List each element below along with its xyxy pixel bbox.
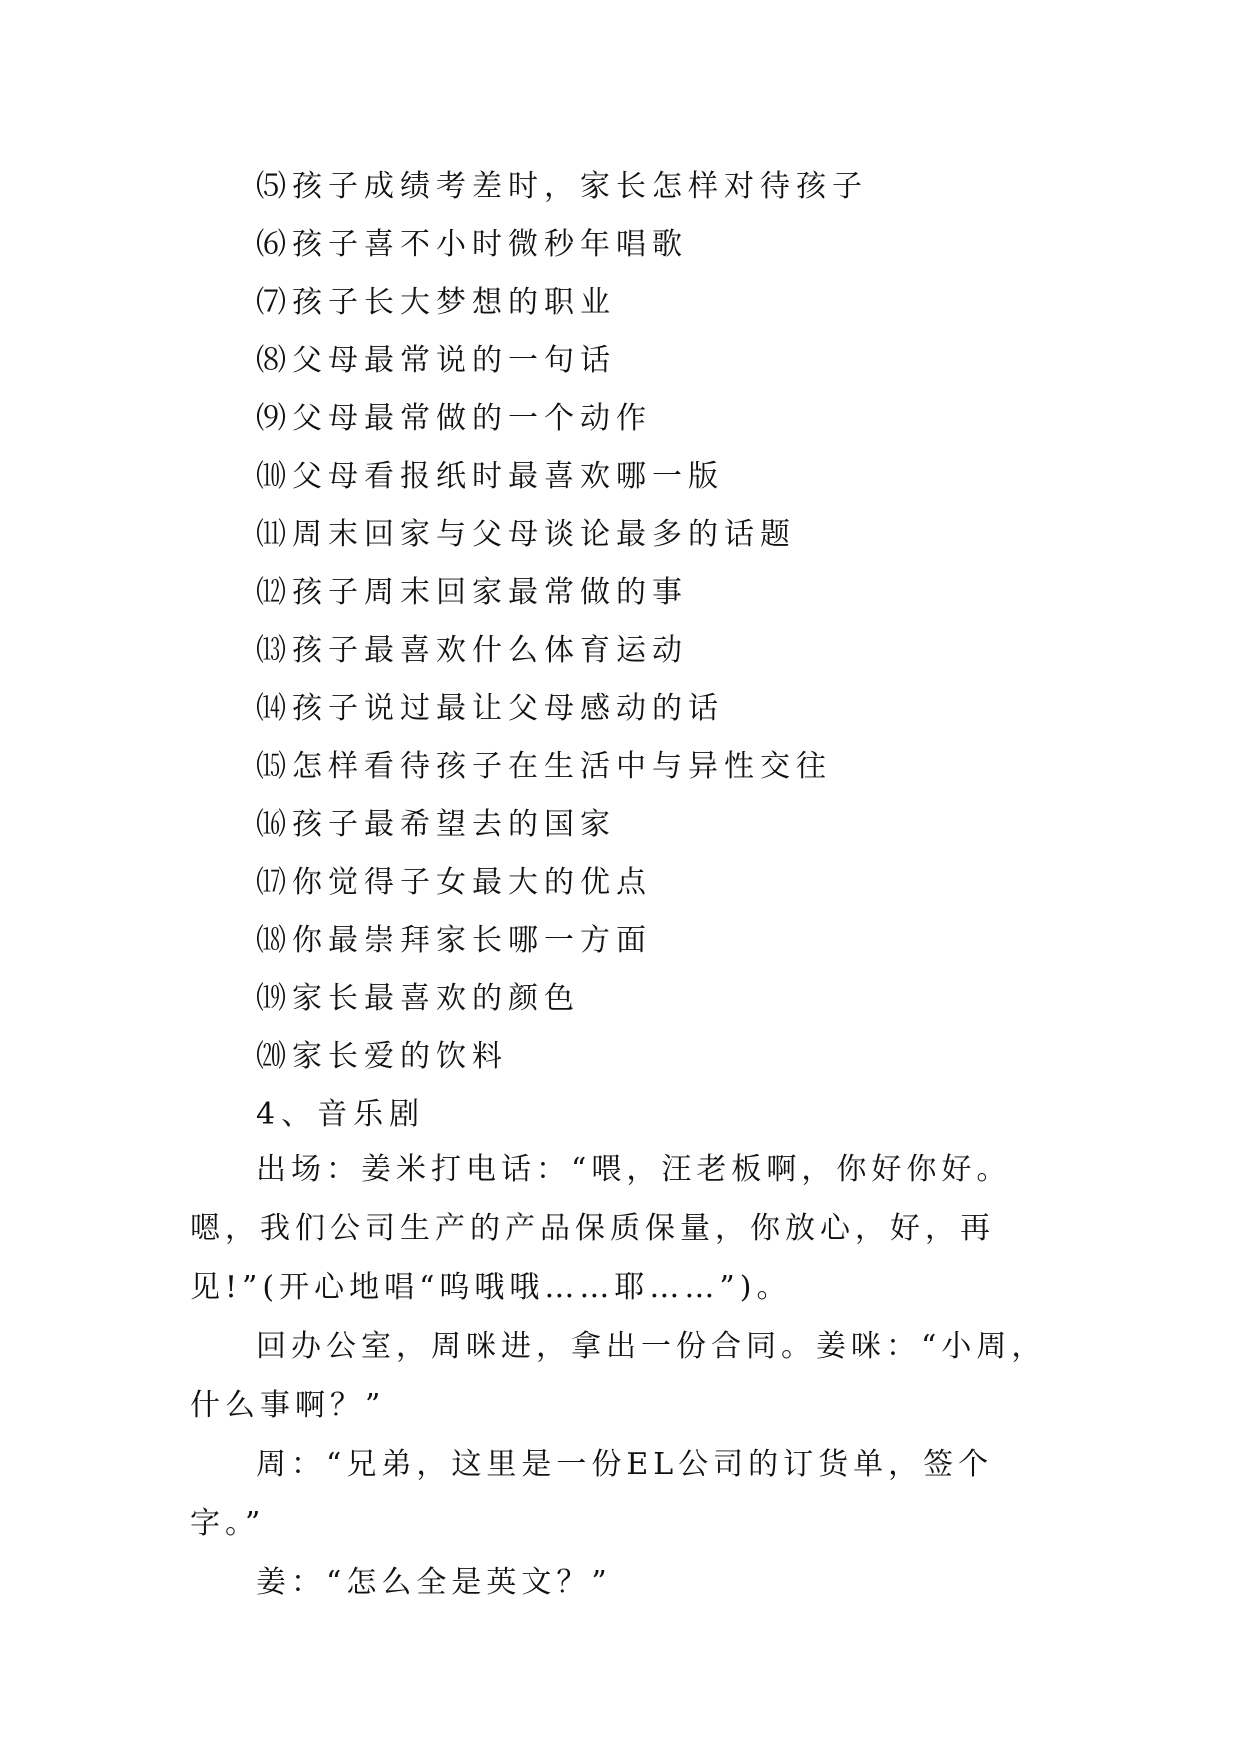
list-item: ⒁孩子说过最让父母感动的话: [256, 691, 724, 726]
list-item: ⒇家长爱的饮料: [256, 1039, 508, 1074]
list-item: ⒄你觉得子女最大的优点: [256, 865, 652, 900]
list-item: ⑿孩子周末回家最常做的事: [256, 575, 688, 610]
list-item: ⑸孩子成绩考差时，家长怎样对待孩子: [256, 169, 868, 204]
question-list: [256, 158, 1056, 1144]
list-item: ⒆家长最喜欢的颜色: [256, 981, 580, 1016]
list-item: ⑼父母最常做的一个动作: [256, 401, 652, 436]
paragraph: 回办公室，周咪进，拿出一份合同。姜咪：“小周，什么事啊？”: [190, 1329, 1047, 1423]
list-item: ⑺孩子长大梦想的职业: [256, 285, 616, 320]
list-item: ⑹孩子喜不小时微秒年唱歌: [256, 227, 688, 262]
list-item: ⑽父母看报纸时最喜欢哪一版: [256, 459, 724, 494]
list-item: ⒂怎样看待孩子在生活中与异性交往: [256, 749, 832, 784]
paragraph: 出场：姜米打电话：“喂，汪老板啊，你好你好。嗯，我们公司生产的产品保质保量，你放心，好，再见!”(开心地唱“呜哦哦……耶……”)。: [190, 1152, 1012, 1305]
list-item: ⑾周末回家与父母谈论最多的话题: [256, 517, 796, 552]
list-item: ⑻父母最常说的一句话: [256, 343, 616, 378]
paragraph: 姜：“怎么全是英文？”: [256, 1565, 612, 1600]
list-item: ⒀孩子最喜欢什么体育运动: [256, 633, 688, 668]
body-text: [190, 1140, 1050, 1612]
list-item: ⒃孩子最希望去的国家: [256, 807, 616, 842]
list-item: ⒅你最崇拜家长哪一方面: [256, 923, 652, 958]
section-heading: 4、音乐剧: [256, 1097, 426, 1132]
paragraph: 周：“兄弟，这里是一份EL公司的订货单，签个字。”: [190, 1447, 994, 1541]
